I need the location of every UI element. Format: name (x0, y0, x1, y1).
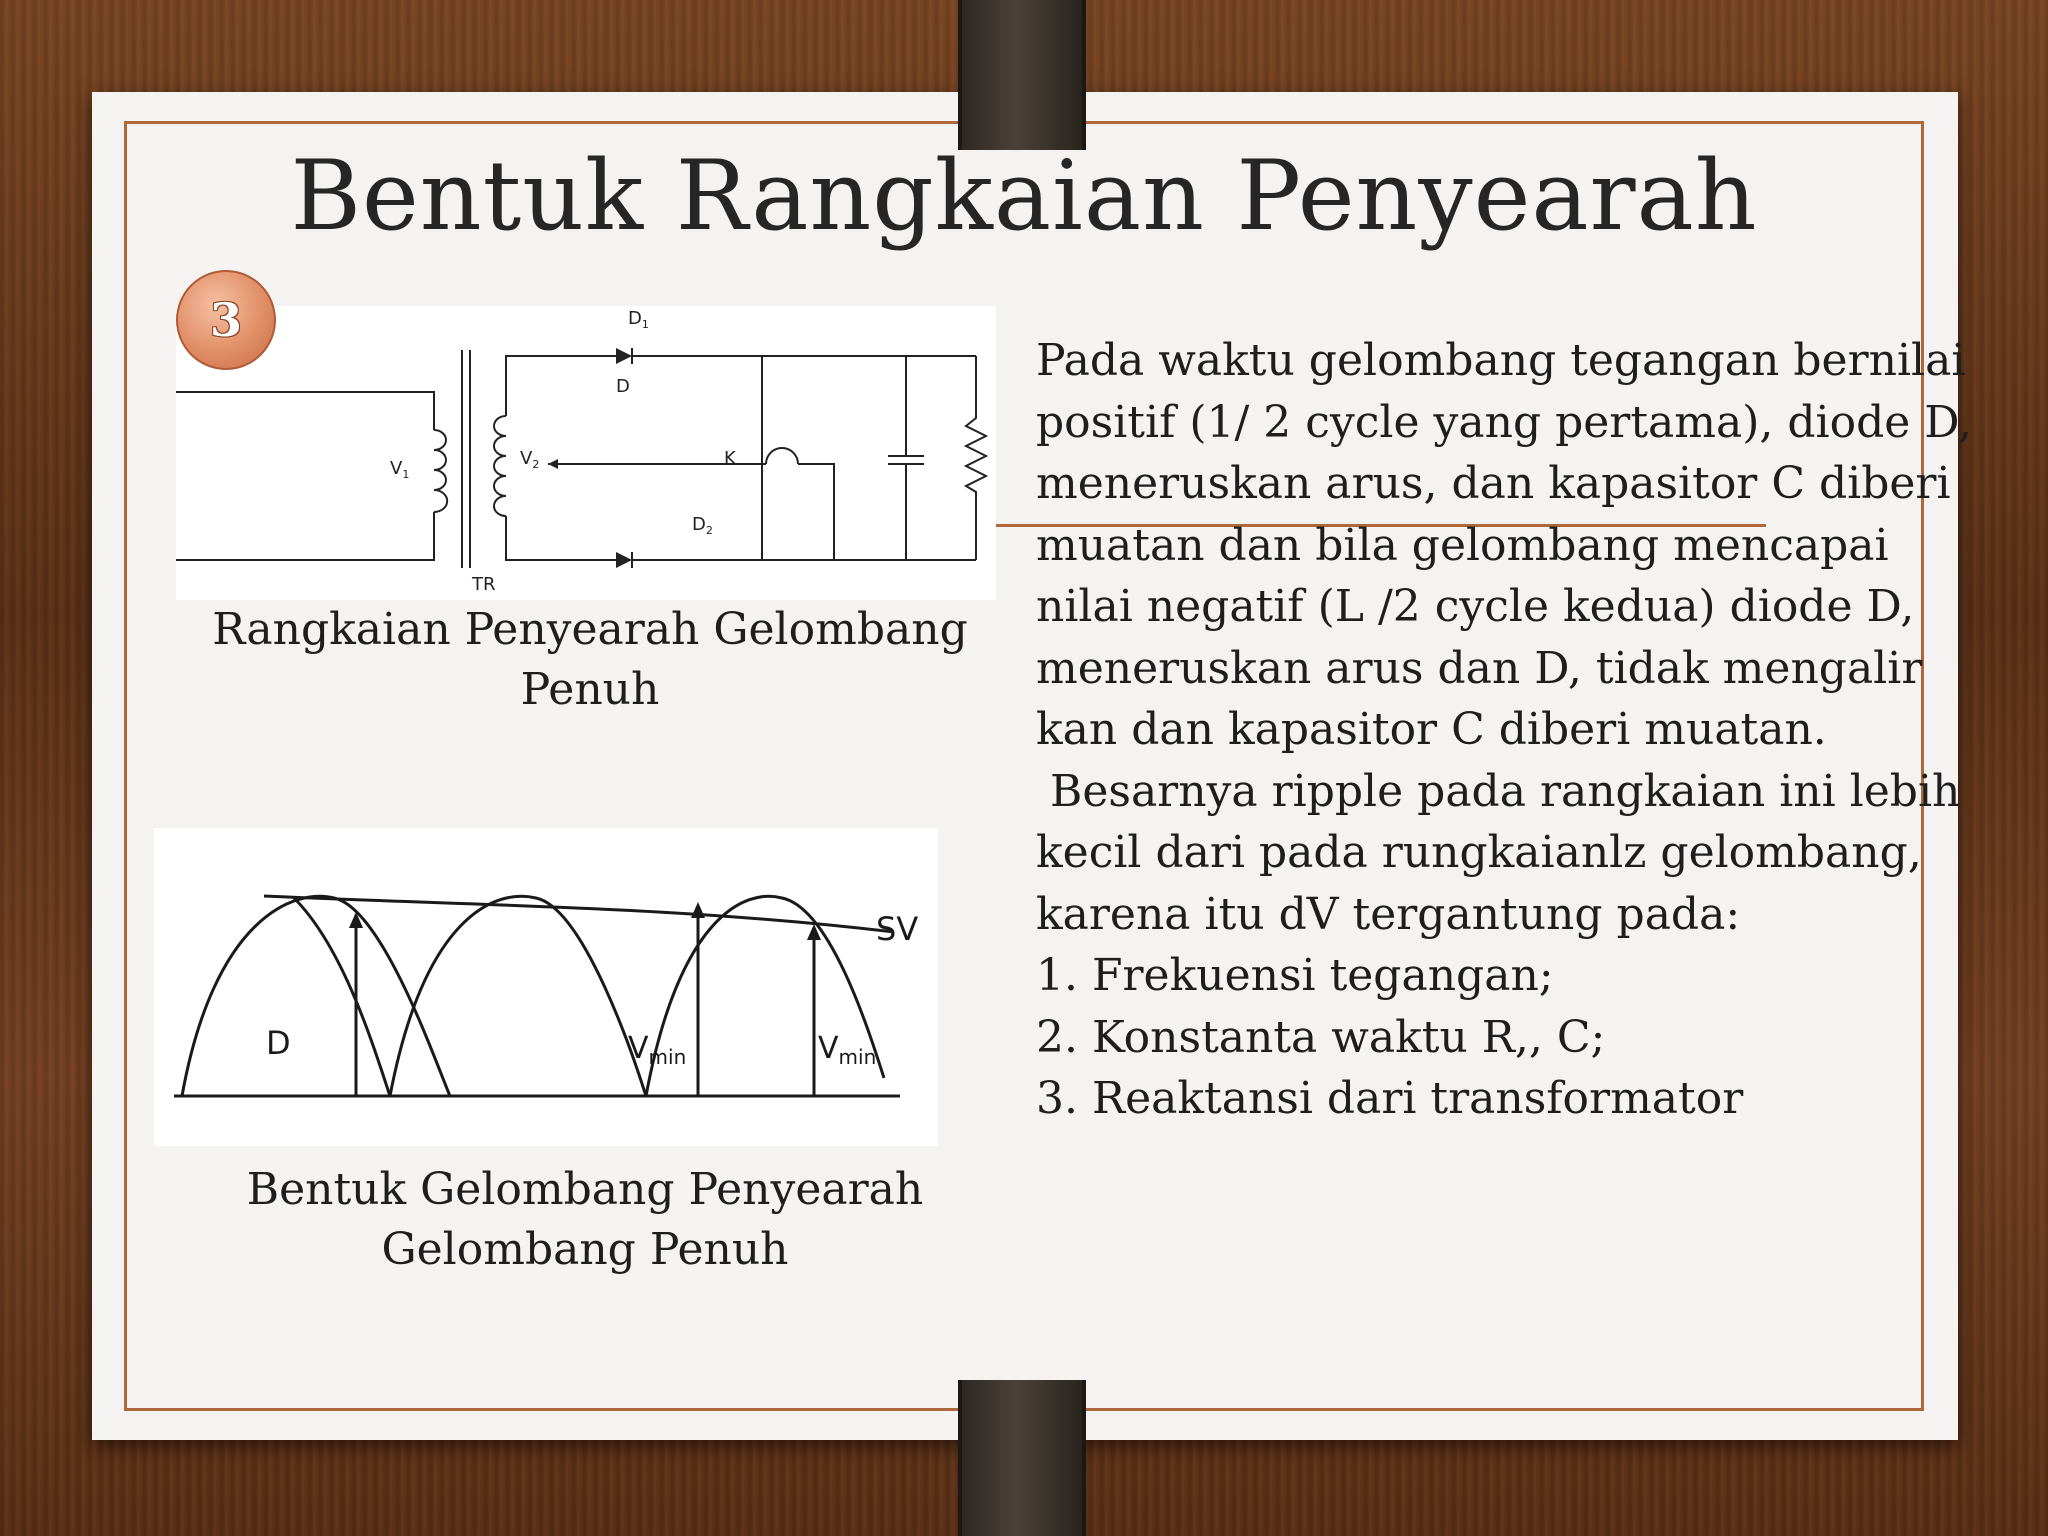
body-line: karena itu dV tergantung pada: (1036, 888, 1741, 940)
slide-title: Bentuk Rangkaian Penyearah (290, 140, 1758, 252)
body-line: nilai negatif (L /2 cycle kedua) diode D, (1036, 581, 1915, 632)
body-line: meneruskan arus dan D, tidak mengalir (1036, 642, 1923, 694)
label-d2: $D_2$ (692, 514, 713, 537)
body-line: kecil dari pada rungkaianlz gelombang, (1036, 827, 1922, 878)
arrow-head-2 (691, 902, 705, 918)
label-sv: SV (876, 910, 919, 948)
body-line: kan dan kapasitor C diberi muatan. (1036, 704, 1827, 755)
label-vmin-1: $V_{min}$ (628, 1031, 687, 1069)
primary-coil (434, 430, 447, 512)
secondary-top-wire (506, 356, 616, 416)
list-item: 3. Reaktansi dari transformator (1036, 1073, 1744, 1124)
label-k: K (724, 448, 736, 469)
circuit-svg (176, 306, 996, 600)
binder-clip-top (958, 0, 1086, 150)
primary-bottom-wire (176, 512, 434, 560)
label-d1: $D_1$ (628, 308, 649, 331)
waveform-svg (154, 828, 938, 1146)
center-return-wire (798, 464, 834, 560)
label-d-wave: D (266, 1024, 291, 1062)
circuit-diagram (176, 306, 996, 600)
label-vmin-2: $V_{min}$ (818, 1031, 877, 1069)
list-item: 1. Frekuensi tegangan; (1036, 950, 1554, 1001)
primary-top-wire (176, 392, 434, 430)
label-v2: $V_2$ (520, 448, 540, 471)
v2-arrow (548, 459, 558, 469)
discharge-1 (294, 898, 390, 1096)
binder-clip-bottom (958, 1380, 1086, 1536)
secondary-coil (494, 416, 506, 516)
label-tr: TR (472, 574, 496, 595)
diode-d1-symbol (616, 348, 632, 364)
jumper-arc (766, 448, 798, 464)
list-item: 2. Konstanta waktu R,, C; (1036, 1011, 1606, 1063)
body-line: Pada waktu gelombang tegangan bernilai (1036, 335, 1966, 386)
waveform-caption: Bentuk Gelombang Penyearah Gelombang Penuh (246, 1164, 924, 1275)
body-line: Besarnya ripple pada rangkaian ini lebih (1036, 765, 1961, 817)
body-line: muatan dan bila gelombang mencapai (1036, 519, 1889, 571)
label-v1: $V_1$ (390, 458, 410, 481)
diode-d2-symbol (616, 552, 632, 568)
resistor (966, 356, 986, 560)
body-line: meneruskan arus, dan kapasitor C diberi (1036, 458, 1951, 509)
body-text (1036, 330, 1972, 1130)
slide-number-badge: 3 (176, 270, 276, 370)
half-wave-2 (390, 896, 646, 1096)
circuit-caption: Rangkaian Penyearah Gelombang Penuh (212, 604, 968, 715)
body-line: positif (1/ 2 cycle yang pertama), diode D, (1036, 396, 1972, 448)
secondary-bottom-wire (506, 516, 616, 560)
label-d: D (616, 376, 630, 397)
waveform-diagram (154, 828, 938, 1146)
